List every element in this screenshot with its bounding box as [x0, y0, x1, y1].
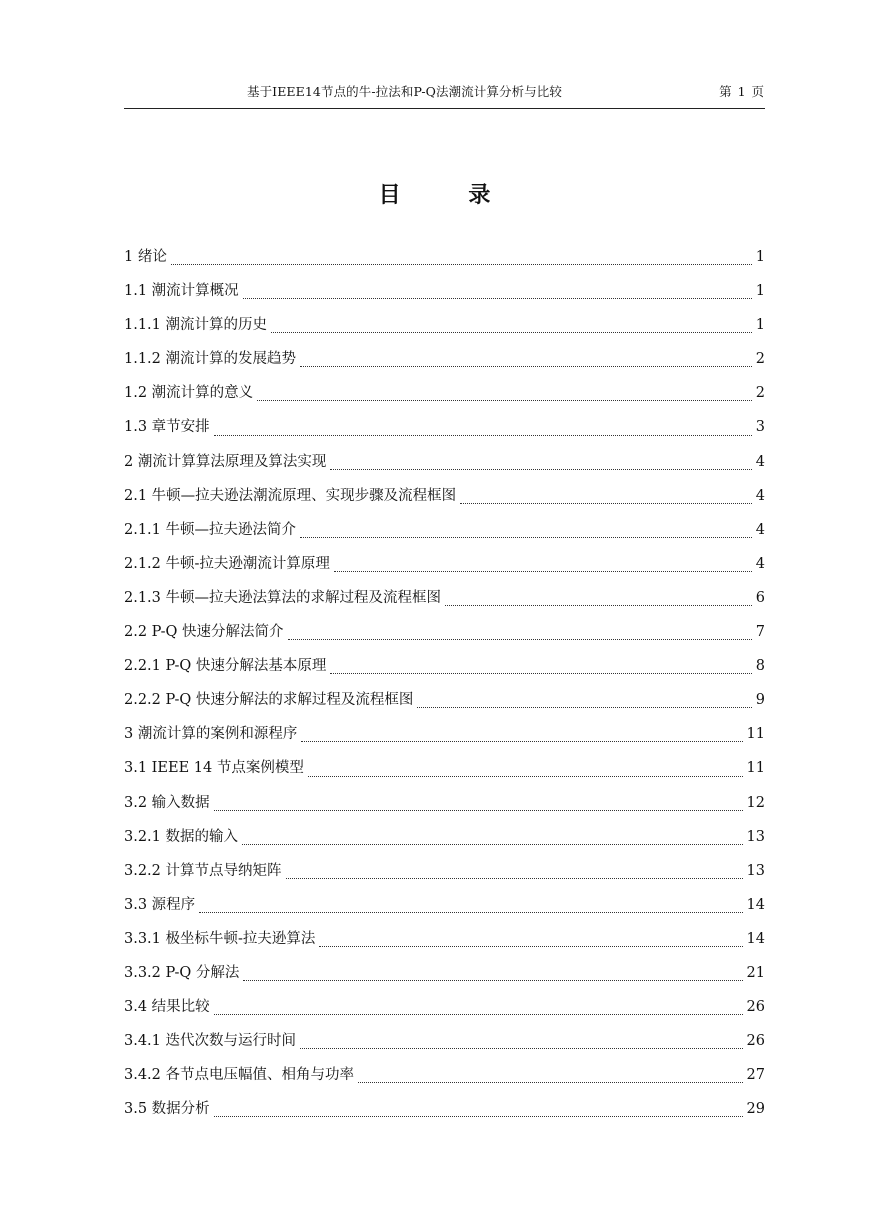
toc-entry-label: 3.3.2 P-Q 分解法 — [124, 964, 240, 981]
toc-entry[interactable] — [124, 756, 765, 790]
toc-dot-leader — [300, 537, 752, 538]
toc-entry[interactable] — [124, 893, 765, 927]
toc-entry[interactable] — [124, 381, 765, 415]
toc-entry-page-number: 27 — [746, 1067, 765, 1084]
toc-entry-label: 3.3 源程序 — [124, 896, 196, 913]
toc-entry-label: 2.2.1 P-Q 快速分解法基本原理 — [124, 658, 327, 675]
toc-dot-leader — [300, 1048, 743, 1049]
toc-entry-label: 3.5 数据分析 — [124, 1101, 210, 1118]
toc-dot-leader — [445, 605, 752, 606]
toc-entry-page-number: 7 — [755, 624, 765, 641]
toc-entry-page-number: 1 — [755, 317, 765, 334]
toc-entry-page-number: 2 — [755, 385, 765, 402]
toc-entry-page-number: 26 — [746, 999, 765, 1016]
toc-entry-label: 3 潮流计算的案例和源程序 — [124, 726, 298, 743]
toc-dot-leader — [171, 264, 752, 265]
toc-entry-label: 1.3 章节安排 — [124, 419, 210, 436]
toc-dot-leader — [257, 400, 752, 401]
toc-dot-leader — [417, 707, 751, 708]
toc-entry[interactable] — [124, 1097, 765, 1131]
toc-entry[interactable] — [124, 586, 765, 620]
toc-entry-page-number: 3 — [755, 419, 765, 436]
header-page-number: 第 1 页 — [719, 84, 765, 99]
toc-entry[interactable] — [124, 825, 765, 859]
toc-entry-page-number: 14 — [746, 896, 765, 913]
toc-dot-leader — [288, 639, 752, 640]
toc-entry-page-number: 4 — [755, 521, 765, 538]
toc-entry[interactable] — [124, 688, 765, 722]
toc-dot-leader — [330, 469, 751, 470]
toc-entry[interactable] — [124, 450, 765, 484]
toc-entry-label: 3.2 输入数据 — [124, 794, 210, 811]
toc-entry[interactable] — [124, 791, 765, 825]
toc-dot-leader — [286, 878, 743, 879]
toc-entry-label: 3.4 结果比较 — [124, 999, 210, 1016]
table-of-contents — [124, 245, 765, 1131]
toc-entry[interactable] — [124, 620, 765, 654]
toc-entry-page-number: 4 — [755, 453, 765, 470]
toc-entry-label: 2.1.1 牛顿—拉夫逊法简介 — [124, 521, 297, 538]
toc-entry-label: 1 绪论 — [124, 249, 167, 265]
toc-dot-leader — [214, 435, 752, 436]
toc-dot-leader — [243, 980, 742, 981]
toc-entry[interactable] — [124, 927, 765, 961]
toc-dot-leader — [214, 1116, 743, 1117]
toc-entry-page-number: 9 — [755, 692, 765, 709]
toc-entry-label: 3.4.2 各节点电压幅值、相角与功率 — [124, 1067, 355, 1084]
toc-entry-page-number: 21 — [746, 964, 765, 981]
toc-entry-page-number: 8 — [755, 658, 765, 675]
toc-dot-leader — [243, 298, 752, 299]
toc-entry-page-number: 4 — [755, 487, 765, 504]
toc-entry[interactable] — [124, 654, 765, 688]
toc-entry[interactable] — [124, 859, 765, 893]
header-title: 基于IEEE14节点的牛-拉法和P-Q法潮流计算分析与比较 — [246, 84, 563, 99]
toc-entry-page-number: 13 — [746, 828, 765, 845]
toc-dot-leader — [334, 571, 752, 572]
toc-entry[interactable] — [124, 552, 765, 586]
toc-dot-leader — [358, 1082, 743, 1083]
toc-entry-label: 2 潮流计算算法原理及算法实现 — [124, 453, 327, 470]
toc-entry-page-number: 6 — [755, 589, 765, 606]
toc-entry[interactable] — [124, 995, 765, 1029]
toc-entry-page-number: 1 — [755, 283, 765, 300]
toc-entry-page-number: 12 — [746, 794, 765, 811]
toc-entry-label: 3.2.2 计算节点导纳矩阵 — [124, 862, 282, 879]
toc-entry[interactable] — [124, 245, 765, 279]
toc-entry[interactable] — [124, 415, 765, 449]
toc-entry[interactable] — [124, 518, 765, 552]
toc-entry[interactable] — [124, 313, 765, 347]
toc-dot-leader — [199, 912, 742, 913]
toc-dot-leader — [242, 844, 743, 845]
toc-entry[interactable] — [124, 961, 765, 995]
toc-entry-label: 1.1.1 潮流计算的历史 — [124, 317, 268, 334]
toc-dot-leader — [271, 332, 752, 333]
toc-entry-label: 1.1.2 潮流计算的发展趋势 — [124, 351, 297, 368]
toc-dot-leader — [214, 810, 743, 811]
toc-entry-page-number: 11 — [746, 760, 765, 777]
toc-dot-leader — [330, 673, 751, 674]
toc-dot-leader — [308, 776, 743, 777]
toc-entry[interactable] — [124, 1063, 765, 1097]
toc-entry[interactable] — [124, 722, 765, 756]
toc-entry-page-number: 29 — [746, 1101, 765, 1118]
toc-entry[interactable] — [124, 347, 765, 381]
toc-entry-page-number: 11 — [746, 726, 765, 743]
page-header — [124, 82, 765, 109]
toc-entry[interactable] — [124, 1029, 765, 1063]
toc-dot-leader — [319, 946, 742, 947]
toc-entry-page-number: 26 — [746, 1033, 765, 1050]
toc-dot-leader — [214, 1014, 743, 1015]
toc-entry-page-number: 1 — [755, 249, 765, 265]
toc-title: 目 录 — [378, 182, 521, 208]
toc-entry-page-number: 13 — [746, 862, 765, 879]
toc-entry-label: 2.1.3 牛顿—拉夫逊法算法的求解过程及流程框图 — [124, 589, 442, 606]
toc-entry-label: 2.2.2 P-Q 快速分解法的求解过程及流程框图 — [124, 692, 414, 709]
toc-entry-label: 3.4.1 迭代次数与运行时间 — [124, 1033, 297, 1050]
toc-entry-label: 2.1 牛顿—拉夫逊法潮流原理、实现步骤及流程框图 — [124, 487, 457, 504]
toc-entry-label: 1.1 潮流计算概况 — [124, 283, 239, 300]
toc-entry[interactable] — [124, 279, 765, 313]
toc-dot-leader — [460, 503, 752, 504]
toc-entry-label: 3.3.1 极坐标牛顿-拉夫逊算法 — [124, 930, 316, 947]
toc-entry-label: 3.2.1 数据的输入 — [124, 828, 239, 845]
toc-dot-leader — [301, 741, 742, 742]
toc-entry[interactable] — [124, 484, 765, 518]
toc-entry-label: 2.2 P-Q 快速分解法简介 — [124, 624, 284, 641]
toc-entry-label: 3.1 IEEE 14 节点案例模型 — [124, 760, 304, 777]
toc-entry-page-number: 2 — [755, 351, 765, 368]
toc-entry-label: 1.2 潮流计算的意义 — [124, 385, 254, 402]
toc-entry-page-number: 14 — [746, 930, 765, 947]
toc-entry-page-number: 4 — [755, 555, 765, 572]
toc-entry-label: 2.1.2 牛顿-拉夫逊潮流计算原理 — [124, 555, 330, 572]
toc-dot-leader — [300, 366, 752, 367]
